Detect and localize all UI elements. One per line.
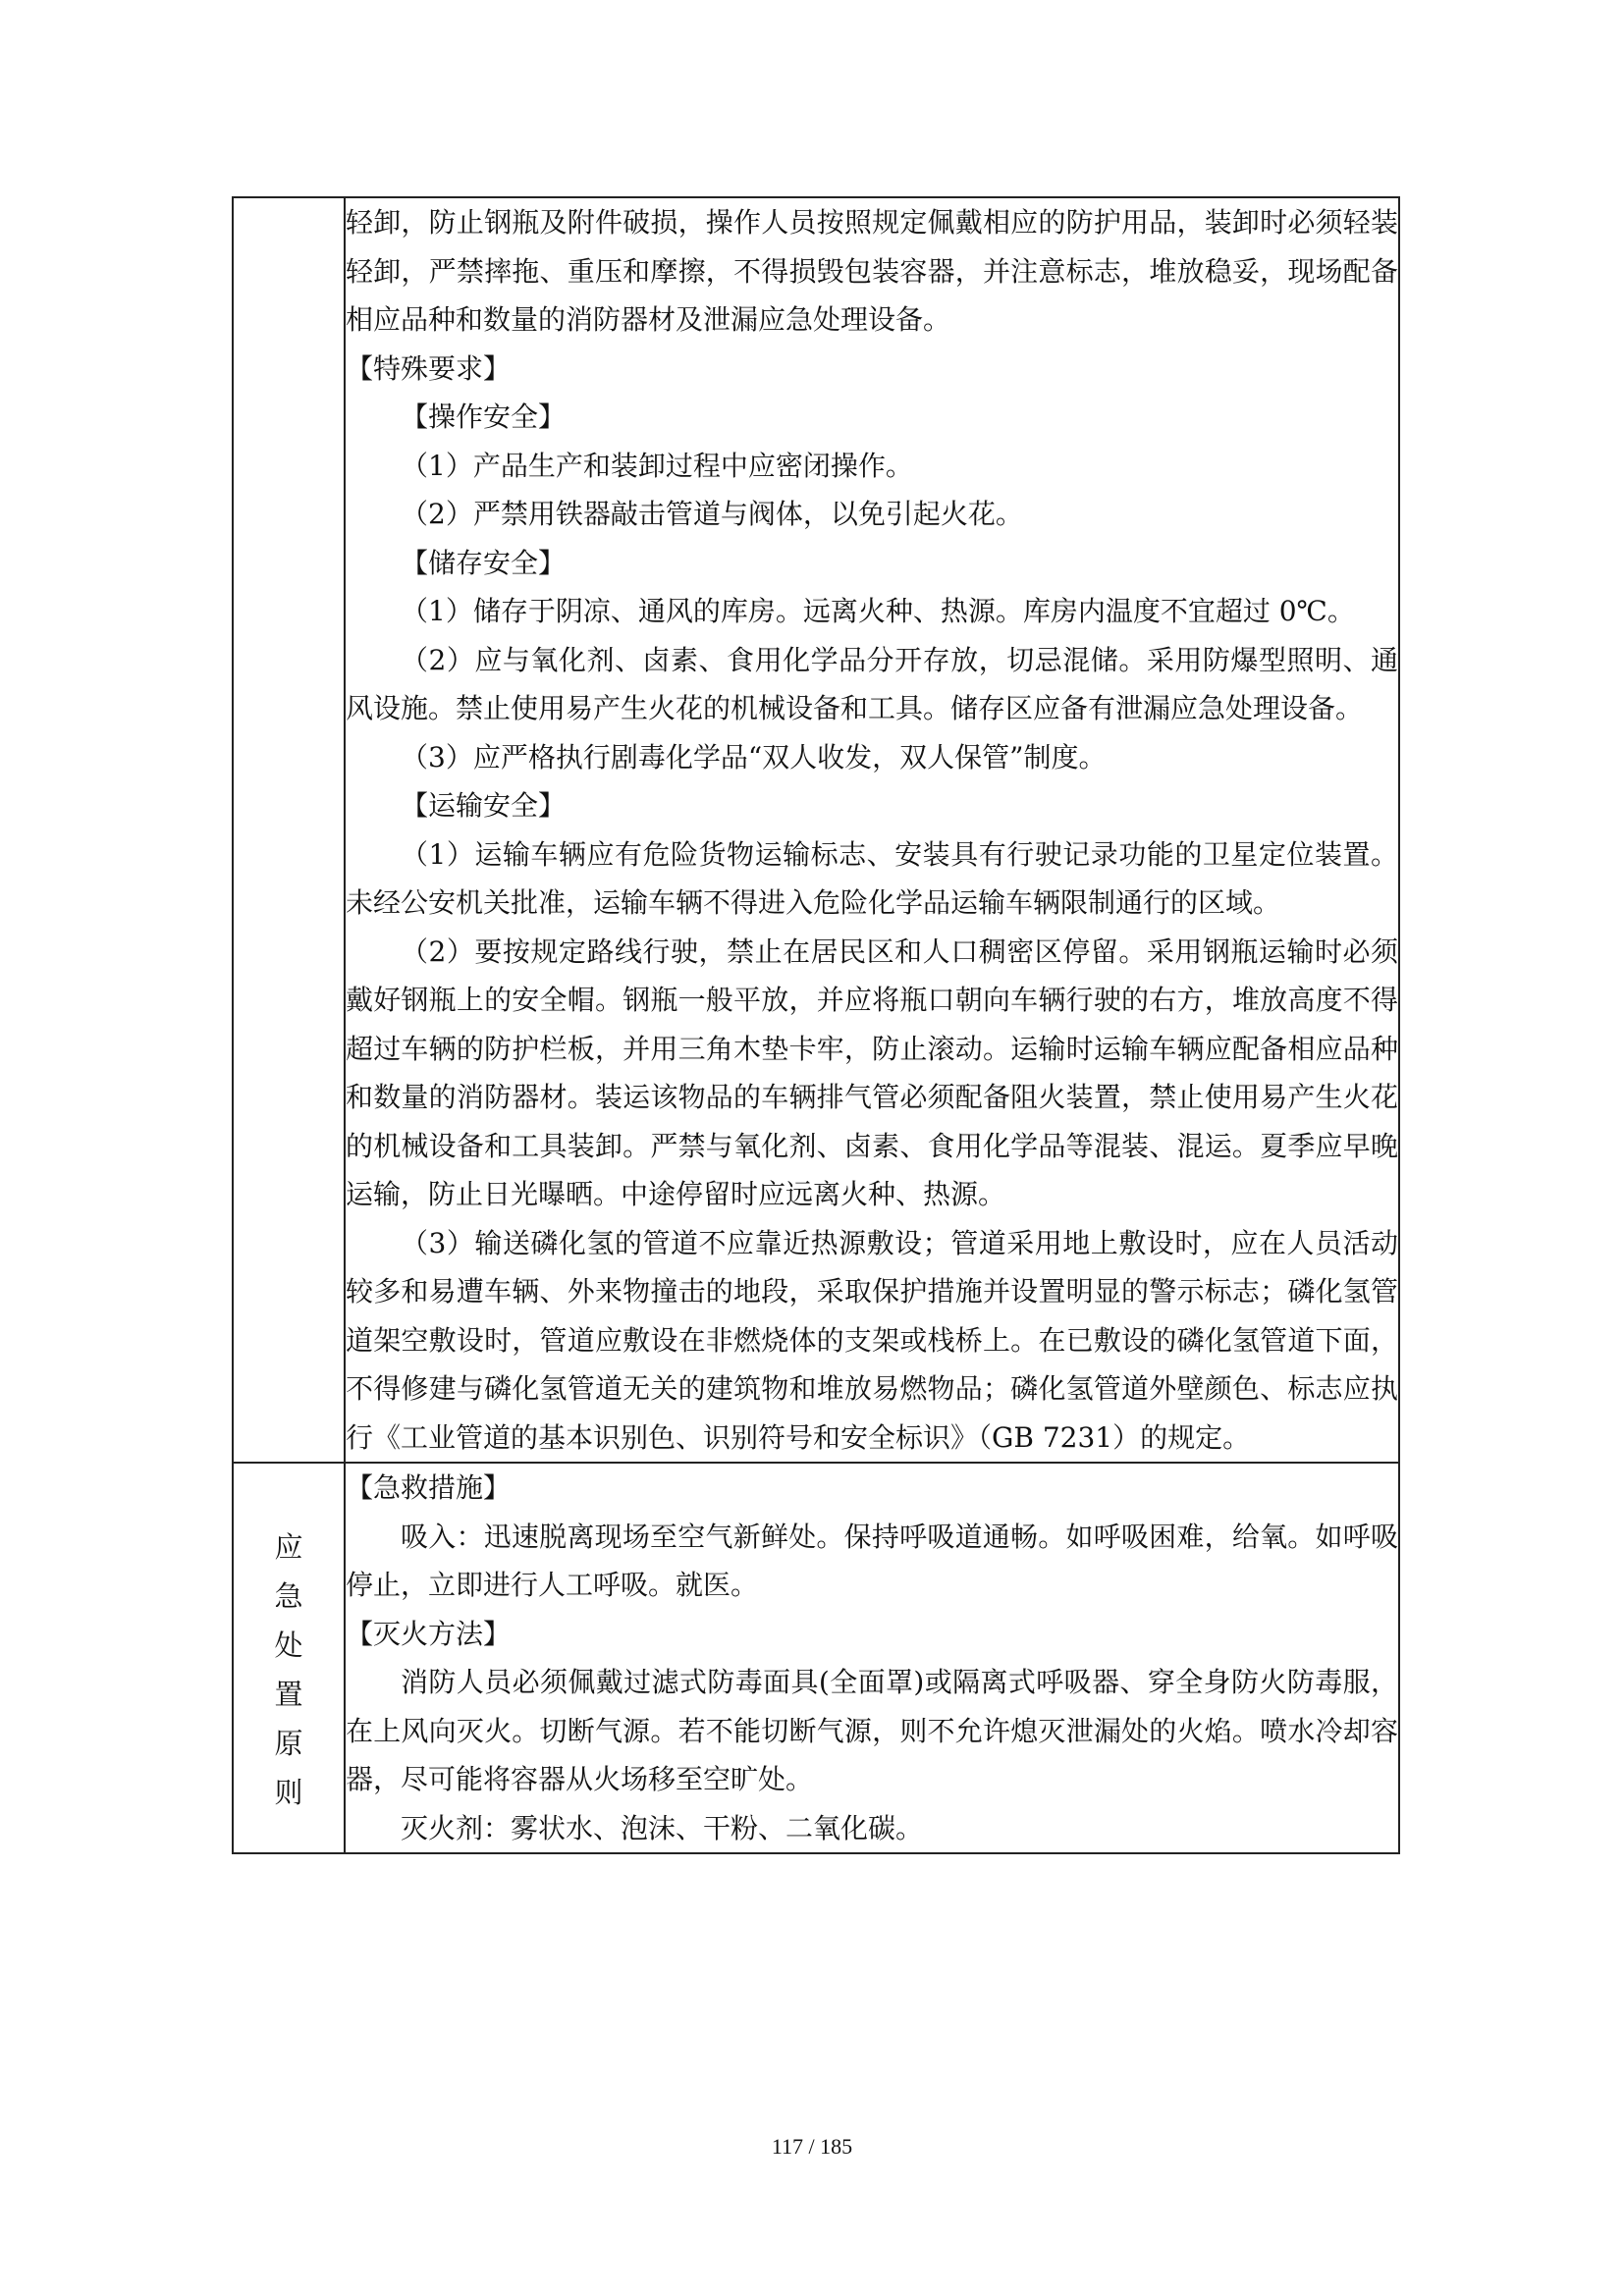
paragraph-handling: 轻卸，防止钢瓶及附件破损，操作人员按照规定佩戴相应的防护用品，装卸时必须轻装轻卸，严禁摔拖、重压和摩擦，不得损毁包装容器，并注意标志，堆放稳妥，现场配备相应品种和数量的消防器材及泄漏应急处理设备。 <box>346 206 1398 336</box>
paragraph-fire-fighting: 消防人员必须佩戴过滤式防毒面具(全面罩)或隔离式呼吸器、穿全身防火防毒服，在上风向灭火。切断气源。若不能切断气源，则不允许熄灭泄漏处的火焰。喷水冷却容器，尽可能将容器从火场移至空旷处。 <box>346 1666 1398 1795</box>
paragraph-operation-2: （2）严禁用铁器敲击管道与阀体，以免引起火花。 <box>401 498 1023 530</box>
storage-transport-content <box>345 197 1399 1463</box>
table-row <box>233 1463 1399 1853</box>
label-char: 处 <box>274 1629 303 1662</box>
paragraph-storage-3: （3）应严格执行剧毒化学品“双人收发，双人保管”制度。 <box>401 740 1107 774</box>
heading-operation-safety: 【操作安全】 <box>401 400 567 433</box>
heading-transport-safety: 【运输安全】 <box>401 789 567 822</box>
heading-storage-safety: 【储存安全】 <box>401 546 567 579</box>
paragraph-transport-1: （1）运输车辆应有危险货物运输标志、安装具有行驶记录功能的卫星定位装置。未经公安机关批准，运输车辆不得进入危险化学品运输车辆限制通行的区域。 <box>346 837 1398 919</box>
paragraph-storage-1: （1）储存于阴凉、通风的库房。远离火种、热源。库房内温度不宜超过 0℃。 <box>401 595 1355 627</box>
vertical-label <box>234 1464 344 1817</box>
label-char: 应 <box>274 1530 303 1564</box>
heading-special-requirements: 【特殊要求】 <box>346 351 512 385</box>
paragraph-operation-1: （1）产品生产和装卸过程中应密闭操作。 <box>401 449 913 482</box>
paragraph-first-aid: 吸入：迅速脱离现场至空气新鲜处。保持呼吸道通畅。如呼吸困难，给氧。如呼吸停止，立即进行人工呼吸。就医。 <box>346 1520 1398 1601</box>
emergency-content <box>345 1463 1399 1853</box>
paragraph-extinguishing-agents: 灭火剂：雾状水、泡沫、干粉、二氧化碳。 <box>401 1811 924 1844</box>
heading-fire-fighting: 【灭火方法】 <box>346 1617 512 1650</box>
emergency-label-cell <box>233 1463 345 1853</box>
paragraph-storage-2: （2）应与氧化剂、卤素、食用化学品分开存放，切忌混储。采用防爆型照明、通风设施。禁止使用易产生火花的机械设备和工具。储存区应备有泄漏应急处理设备。 <box>346 643 1398 724</box>
content-table <box>232 196 1400 1854</box>
empty-label-cell <box>233 197 345 1463</box>
paragraph-transport-2: （2）要按规定路线行驶，禁止在居民区和人口稠密区停留。采用钢瓶运输时必须戴好钢瓶上的安全帽。钢瓶一般平放，并应将瓶口朝向车辆行驶的右方，堆放高度不得超过车辆的防护栏板，并用三角木垫卡牢，防止滚动。运输时运输车辆应配备相应品种和数量的消防器材。装运该物品的车辆排气管必须配备阻火装置，禁止使用易产生火花的机械设备和工具装卸。严禁与氧化剂、卤素、食用化学品等混装、混运。夏季应早晚运输，防止日光曝晒。中途停留时应远离火种、热源。 <box>346 934 1398 1210</box>
label-char: 置 <box>274 1678 303 1711</box>
label-char: 则 <box>274 1776 303 1809</box>
label-char: 急 <box>274 1579 303 1613</box>
table-row <box>233 197 1399 1463</box>
heading-first-aid: 【急救措施】 <box>346 1471 512 1504</box>
paragraph-transport-3: （3）输送磷化氢的管道不应靠近热源敷设；管道采用地上敷设时，应在人员活动较多和易遭车辆、外来物撞击的地段，采取保护措施并设置明显的警示标志；磷化氢管道架空敷设时，管道应敷设在非燃烧体的支架或栈桥上。在已敷设的磷化氢管道下面，不得修建与磷化氢管道无关的建筑物和堆放易燃物品；磷化氢管道外壁颜色、标志应执行《工业管道的基本识别色、识别符号和安全标识》（GB 7231）的规定。 <box>346 1226 1398 1454</box>
page-number: 117 / 185 <box>771 2134 853 2159</box>
label-char: 原 <box>274 1727 303 1760</box>
